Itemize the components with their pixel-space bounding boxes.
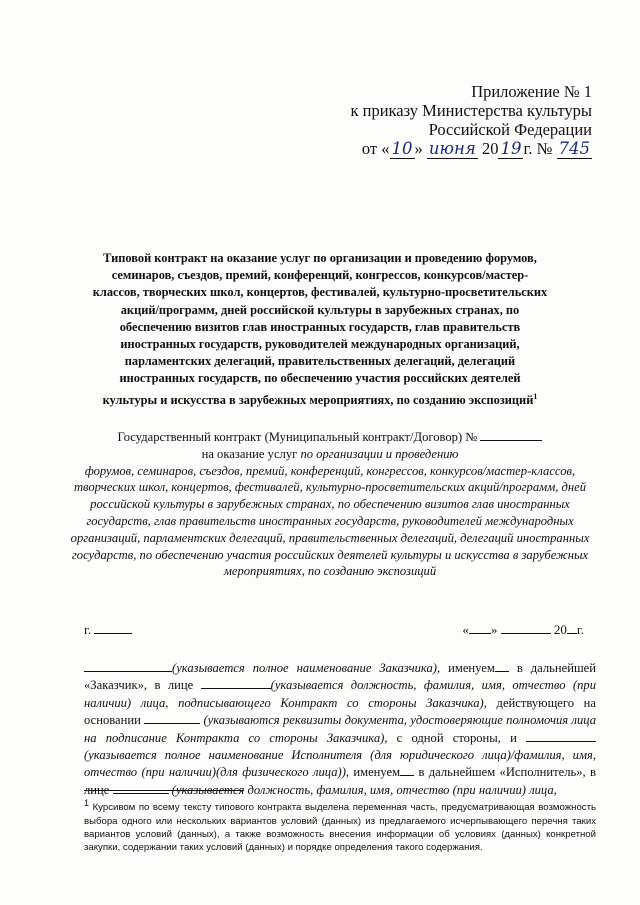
body-text-5: , именуем: [345, 765, 401, 780]
contract-heading-text: Государственный контракт (Муниципальный контракт/Договор) №: [117, 430, 478, 444]
appendix-order-ref: к приказу Министерства культуры: [350, 101, 592, 120]
date-prefix: от «: [361, 139, 390, 158]
contract-preamble: [84, 660, 596, 799]
body-text-2: в дальнейшей «Заказчик», в лице: [84, 661, 596, 693]
place-field: [84, 622, 132, 638]
contract-number-line: [70, 428, 590, 446]
contract-subject-italic: по организации и проведению: [300, 446, 459, 461]
footnote: [84, 797, 596, 855]
handwritten-month: июня: [428, 139, 476, 158]
footnote-text: Курсивом по всему тексту типового контракта выделена переменная часть, предусматривающая возможность выбора одного или нескольких вариантов условий (данных) из предлагаемого исчерпывающего перечня таких вариантов условий (данных), а также возможность внесения информации об условиях (данных) конкретной закупки, содержании таких условий (данных) и порядке определения такого содержания.: [84, 802, 596, 854]
place-blank: [94, 622, 132, 634]
body-text-3: , действующего на основании: [84, 695, 596, 728]
date-suffix: г. №: [523, 139, 553, 158]
customer-rep-blank: [201, 677, 271, 689]
basis-doc-hint: (указываются реквизиты документа, удостоверяющие полномочия лица на подписание Контракта со стороны Заказчика): [84, 713, 596, 745]
body-text-1: , именуем: [436, 661, 495, 675]
executor-rep-blank: [113, 782, 169, 794]
contract-subject-text: форумов, семинаров, съездов, премий, конференций, конгрессов, конкурсов/мастер-классов, творческих школ, концертов, фестивалей, культурно-просветительских акций/программ, дней российской культуры в зарубежных странах, по обеспечению визитов глав иностранных государств, глав правительств иностранных государств, руководителей международных организаций, парламентских делегаций, правительственных делегаций, делегаций иностранных государств, по обеспечению участия российских деятелей культуры и искусства в зарубежных мероприятиях, по созданию экспозиций: [70, 463, 590, 579]
contract-subject-line: [70, 446, 590, 463]
customer-name-blank: [84, 660, 172, 672]
body-text-6: в дальнейшем «Исполнитель», в лице: [84, 765, 596, 797]
footnote-divider: [84, 790, 244, 791]
customer-name-hint: (указывается полное наименование Заказчика): [172, 661, 437, 675]
gender-ending-blank-2: [400, 764, 414, 776]
footnote-mark: 1: [84, 798, 90, 808]
executor-rep-hint: (указывается должность, фамилия, имя, отчество (при наличии) лица,: [168, 782, 557, 797]
date-month-blank: [501, 622, 551, 634]
appendix-date-line: [292, 139, 592, 158]
date-mid: »: [414, 139, 423, 158]
executor-name-hint: (указывается полное наименование Исполнителя (для юридического лица)/фамилия, имя, отчество (при наличии)(для физического лица)): [84, 748, 596, 780]
basis-doc-blank: [144, 712, 200, 724]
customer-rep-hint: (указывается должность, фамилия, имя, отчество (при наличии) лица, подписывающего Контракт со стороны Заказчика): [84, 678, 596, 710]
handwritten-day: 10: [391, 139, 413, 158]
year-prefix: 20: [481, 139, 499, 158]
appendix-title: Приложение № 1: [471, 82, 592, 101]
appendix-header: [292, 82, 592, 158]
date-suffix-g: г.: [576, 622, 584, 637]
contract-subject-plain: на оказание услуг: [201, 446, 301, 461]
appendix-ministry: Российской Федерации: [428, 120, 592, 139]
footnote-mark-title: 1: [533, 391, 538, 401]
body-text-4: , с одной стороны, и: [384, 730, 526, 745]
title-text: Типовой контракт на оказание услуг по организации и проведению форумов, семинаров, съездов, премий, конференций, конгрессов, конкурсов/мастер-классов, творческих школ, концертов, фестивалей, культурно-просветительских акций/программ, дней российской культуры в зарубежных странах, по обеспечению визитов глав иностранных государств, глав правительств иностранных государств, руководителей международных организаций, парламентских делегаций, правительственных делегаций, делегаций иностранных государств, по обеспечению участия российских деятелей культуры и искусства в зарубежных мероприятиях, по созданию экспозиций: [92, 251, 548, 407]
executor-name-blank: [526, 730, 596, 742]
handwritten-year: 19: [500, 139, 522, 158]
date-open: «: [462, 622, 469, 637]
place-prefix: г.: [84, 622, 92, 637]
date-year-prefix: 20: [553, 622, 567, 637]
date-close: »: [490, 622, 498, 637]
contract-heading: [70, 428, 590, 580]
contract-date-field: [462, 622, 584, 638]
date-year-blank: [567, 622, 577, 634]
date-day-blank: [469, 622, 491, 634]
handwritten-order-number: 745: [558, 139, 590, 158]
document-title: [92, 250, 548, 409]
contract-number-blank: [480, 428, 542, 441]
gender-ending-blank-1: [495, 660, 509, 672]
